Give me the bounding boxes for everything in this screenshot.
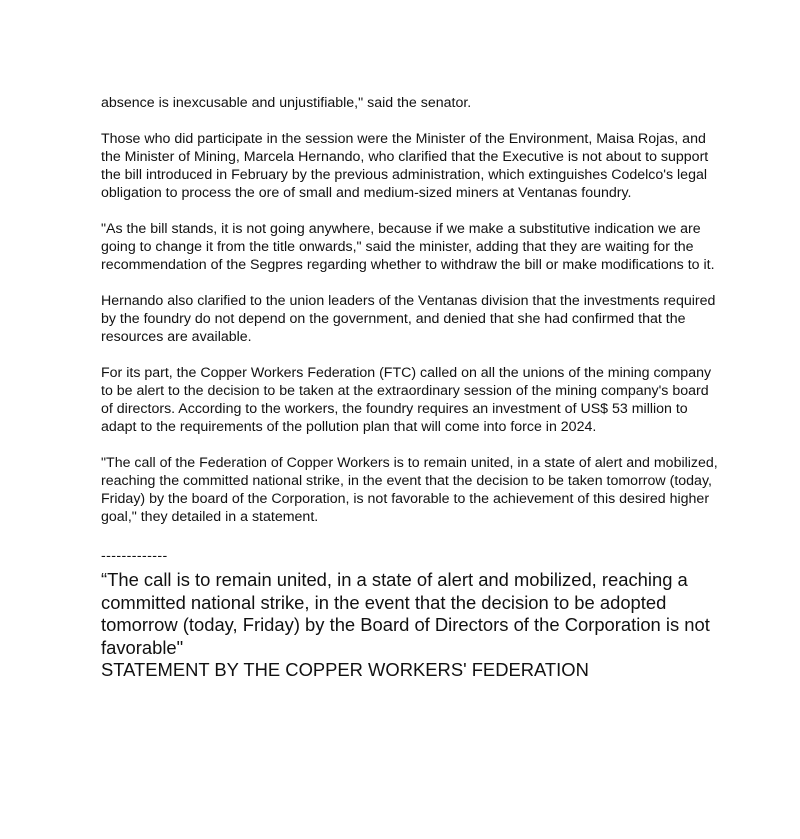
article-body (101, 94, 721, 682)
article-paragraph-6: "The call of the Federation of Copper Workers is to remain united, in a state of alert and mobilized, reaching the committed national strike, in the event that the decision to be taken tomorrow (today, Friday) by the board of the Corporation, is not favorable to the achievement of this desired higher goal," they detailed in a statement. (101, 455, 718, 525)
article-paragraph-2: Those who did participate in the session were the Minister of the Environment, Maisa Rojas, and the Minister of Mining, Marcela Hernando, who clarified that the Executive is not about to support the bill introduced in February by the previous administration, which extinguishes Codelco's legal obligation to process the ore of small and medium-sized miners at Ventanas foundry. (101, 131, 709, 201)
pull-quote-source: STATEMENT BY THE COPPER WORKERS' FEDERATION (101, 659, 589, 680)
article-paragraph-3: "As the bill stands, it is not going anywhere, because if we make a substitutive indication we are going to change it from the title onwards," said the minister, adding that they are waiting for the recommendation of the Segpres regarding whether to withdraw the bill or make modifications to it. (101, 221, 715, 273)
article-paragraph-1: absence is inexcusable and unjustifiable," said the senator. (101, 95, 472, 111)
pull-quote-text: “The call is to remain united, in a state of alert and mobilized, reaching a committed national strike, in the event that the decision to be adopted tomorrow (today, Friday) by the Board of Directors of the Corporation is not favorable" (101, 569, 710, 658)
section-separator: ------------- (101, 548, 168, 564)
article-paragraph-4: Hernando also clarified to the union leaders of the Ventanas division that the investments required by the foundry do not depend on the government, and denied that she had confirmed that the resources are available. (101, 293, 716, 345)
article-paragraph-5: For its part, the Copper Workers Federation (FTC) called on all the unions of the mining company to be alert to the decision to be taken at the extraordinary session of the mining company's board of directors. According to the workers, the foundry requires an investment of US$ 53 million to adapt to the requirements of the pollution plan that will come into force in 2024. (101, 365, 712, 435)
